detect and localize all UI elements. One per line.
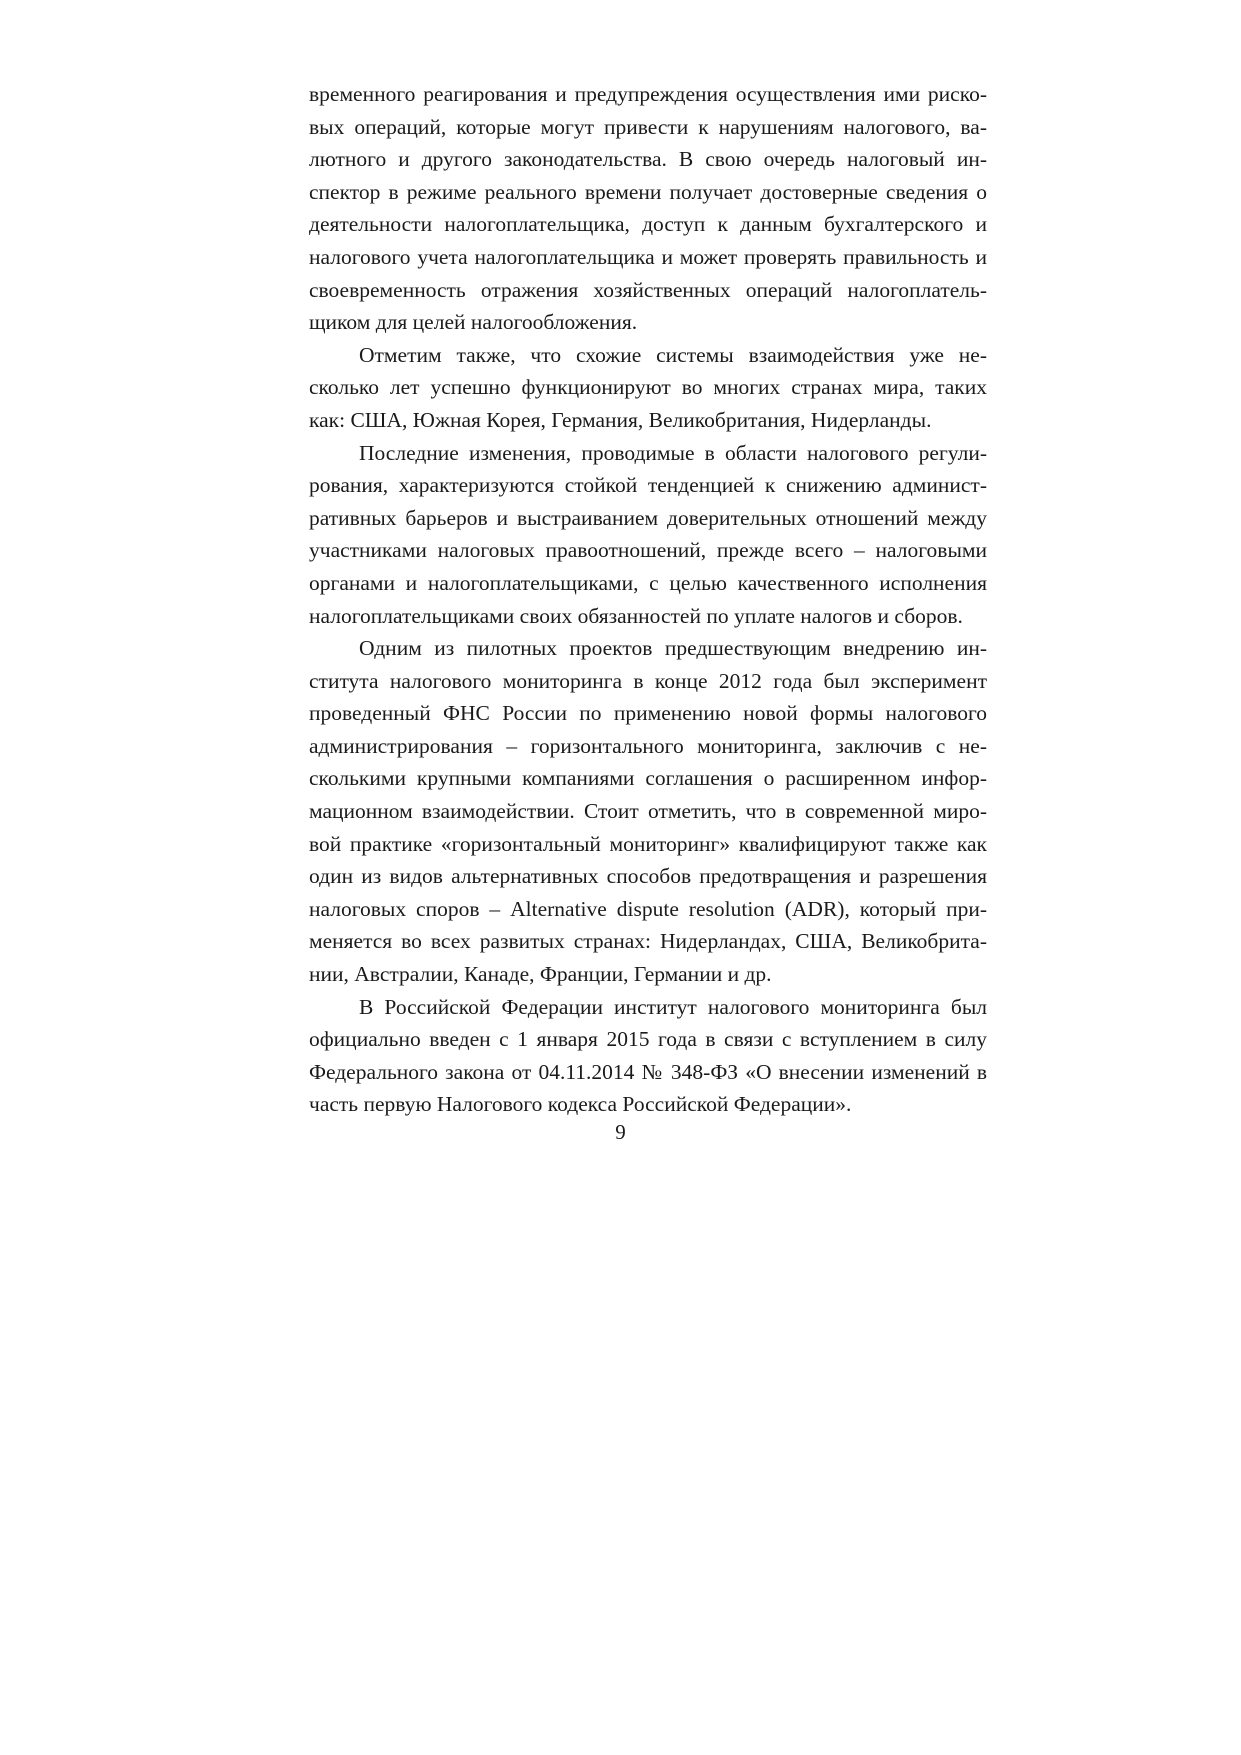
text-line: ститута налогового мониторинга в конце 2012 года был эксперимент [309, 668, 987, 693]
text-line: как: США, Южная Корея, Германия, Великобритания, Нидерланды. [309, 407, 932, 432]
text-line: нии, Австралии, Канаде, Франции, Германии и др. [309, 962, 772, 987]
paragraph-1 [309, 78, 987, 339]
text-line: спектор в режиме реального времени получает достоверные сведения о [309, 179, 987, 204]
page-number: 9 [615, 1120, 626, 1144]
text-line: мационном взаимодействии. Стоит отметить, что в современной миро- [309, 799, 987, 824]
text-line: сколькими крупными компаниями соглашения о расширенном инфор- [309, 766, 987, 791]
text-line: Федерального закона от 04.11.2014 № 348-ФЗ «О внесении изменений в [309, 1059, 987, 1084]
text-line: временного реагирования и предупреждения осуществления ими риско- [309, 82, 987, 106]
paragraph-5 [309, 991, 987, 1121]
text-line: проведенный ФНС России по применению новой формы налогового [309, 701, 987, 726]
text-line: Последние изменения, проводимые в области налогового регули- [359, 440, 987, 465]
text-line: деятельности налогоплательщика, доступ к данным бухгалтерского и [309, 212, 987, 237]
text-line: щиком для целей налогообложения. [309, 310, 638, 335]
text-line: налоговых споров – Alternative dispute resolution (ADR), который при- [309, 896, 987, 921]
paragraph-3 [309, 437, 987, 633]
text-line: один из видов альтернативных способов предотвращения и разрешения [309, 864, 987, 889]
text-line: часть первую Налогового кодекса Российской Федерации». [309, 1092, 852, 1117]
text-line: вой практике «горизонтальный мониторинг» квалифицируют также как [309, 831, 987, 856]
paragraph-4 [309, 632, 987, 991]
text-line: налогоплательщиками своих обязанностей по уплате налогов и сборов. [309, 603, 963, 628]
paragraph-2 [309, 339, 987, 437]
text-line: ративных барьеров и выстраиванием доверительных отношений между [309, 505, 987, 530]
text-line: участниками налоговых правоотношений, прежде всего – налоговыми [309, 538, 987, 563]
text-line: налогового учета налогоплательщика и может проверять правильность и [309, 244, 987, 269]
text-line: лютного и другого законодательства. В свою очередь налоговый ин- [309, 147, 987, 172]
text-line: официально введен с 1 января 2015 года в связи с вступлением в силу [309, 1027, 987, 1052]
text-line: сколько лет успешно функционируют во многих странах мира, таких [309, 375, 987, 400]
text-line: администрирования – горизонтального мониторинга, заключив с не- [309, 733, 987, 758]
text-line: В Российской Федерации институт налогового мониторинга был [359, 994, 987, 1019]
text-line: своевременность отражения хозяйственных операций налогоплатель- [309, 277, 987, 302]
text-line: вых операций, которые могут привести к нарушениям налогового, ва- [309, 114, 987, 139]
text-line: рования, характеризуются стойкой тенденцией к снижению админист- [309, 473, 987, 498]
text-line: Одним из пилотных проектов предшествующим внедрению ин- [359, 636, 987, 661]
text-line: органами и налогоплательщиками, с целью качественного исполнения [309, 570, 987, 595]
text-line: Отметим также, что схожие системы взаимодействия уже не- [359, 342, 987, 367]
body-text [309, 78, 987, 1121]
text-line: меняется во всех развитых странах: Нидерландах, США, Великобрита- [309, 929, 987, 954]
